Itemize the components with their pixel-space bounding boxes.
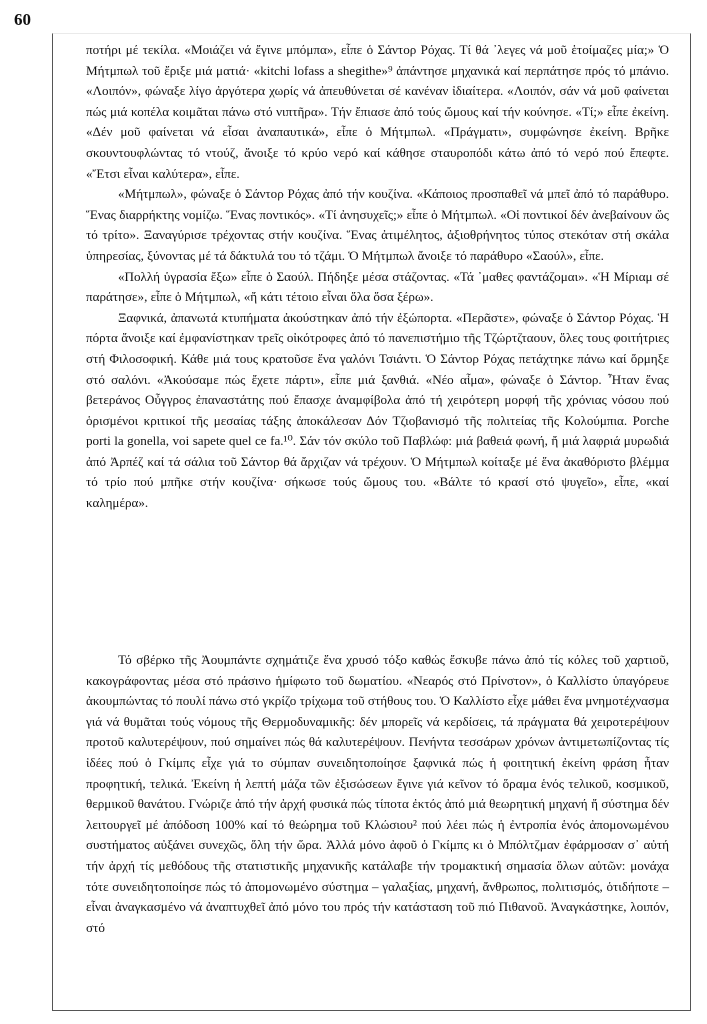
- section-2: [86, 650, 669, 938]
- paragraph: «Μήτμπωλ», φώναξε ὁ Σάντορ Ρόχας ἀπό τήν κουζίνα. «Κάποιος προσπαθεῖ νά μπεῖ ἀπό τό παράθυρο. Ἕνας διαρρήκτης νομίζω. Ἕνας ποντικός». «Τί ἀνησυχεῖς;» εἶπε ὁ Μήτμπωλ. «Οἱ ποντικοί δέν ἀνεβαίνουν ὥς τό τρίτο». Ξαναγύρισε τρέχοντας στήν κουζίνα. Ἕνας ἀτιμέλητος, ἀξιοθρήνητος τύπος στεκόταν στή σκάλα ὑπηρεσίας, ξύνοντας μέ τά δάκτυλά του τό τζάμι. Ὁ Μήτμπωλ ἄνοιξε τό παράθυρο «Σαούλ», εἶπε.: [86, 186, 669, 263]
- paragraph: Τό σβέρκο τῆς Ἀουμπάντε σχημάτιζε ἕνα χρυσό τόξο καθώς ἔσκυβε πάνω ἀπό τίς κόλες τοῦ χαρτιοῦ, κακογράφοντας μέσα στό πράσινο ἡμίφωτο τοῦ δωματίου. «Νεαρός στό Πρίνστον», ὁ Καλλίστο ὑπαγόρευε ἀκουμπώντας τό πουλί πάνω στό γκρίζο τρίχωμα τοῦ στήθους του. Ὁ Καλλίστο εἶχε μάθει ἕνα μνημοτέχνασμα γιά νά θυμᾶται τούς νόμους τῆς Θερμοδυναμικῆς: δέν μπορεῖς νά κερδίσεις, τά πράγματα θά χειροτερέψουν προτοῦ καλυτερέψουν, πού σημαίνει πώς θά καλυτερέψουν. Πενήντα τεσσάρων χρόνων ἀντιμετωπίζοντας τίς ἰδέες πού ὁ Γκίμπς εἶχε γιά το σύμπαν συνειδητοποίησε ξαφνικά πώς ἡ φοιτητική ἐκείνη φράση ἦταν προφητική, τελικά. Ἐκείνη ἡ λεπτή μάζα τῶν ἐξισώσεων ἔγινε γιά κεῖνον τό ὅραμα ἑνός τελικοῦ, κοσμικοῦ, θερμικοῦ θανάτου. Γνώριζε ἀπό τήν ἀρχή φυσικά πώς τίποτα ἐκτός ἀπό μιά θεωρητική μηχανή ἤ σύστημα δέν λειτουργεῖ μέ ἀπόδοση 100% καί τό θεώρημα τοῦ Κλώσιου² πού λέει πώς ἡ ἐντροπία ἑνός ἀπομονωμένου συστήματος αὐξάνει συνεχῶς, ὅλη τήν ὥρα. Ἀλλά μόνο ἀφοῦ ὁ Γκίμπς κι ὁ Μπόλτζμαν ἐφάρμοσαν σ᾽ αὐτή τήν ἀρχή τίς μεθόδους τῆς στατιστικῆς μηχανικῆς κατάλαβε τήν τρομακτική σημασία ὅλων αὐτῶν: μονάχα τότε συνειδητοποίησε πώς τό ἀπομονωμένο σύστημα – γαλαξίας, μηχανή, ἄνθρωπος, πολιτισμός, ὁτιδήποτε – εἶναι ἀναγκασμένο νά ἀναπτυχθεῖ ἀπό μόνο του πρός τήν κατάσταση τοῦ πιό Πιθανοῦ. Ἀναγκάστηκε, λοιπόν, στό: [86, 652, 669, 935]
- page-number: 60: [14, 10, 31, 29]
- section-1: [86, 40, 669, 514]
- paragraph: «Πολλή ὑγρασία ἔξω» εἶπε ὁ Σαούλ. Πήδηξε μέσα στάζοντας. «Τά ᾽μαθες φαντάζομαι». «Ἡ Μίριαμ σέ παράτησε», εἶπε ὁ Μήτμπωλ, «ἤ κάτι τέτοιο εἶναι ὅλα ὅσα ξέρω».: [86, 268, 669, 305]
- paragraph: ποτήρι μέ τεκίλα. «Μοιάζει νά ἔγινε μπόμπα», εἶπε ὁ Σάντορ Ρόχας. Τί θά ᾽λεγες νά μοῦ ἑτοίμαζες μία;» Ὁ Μήτμπωλ τοῦ ἔριξε μιά ματιά· «kitchi lofass a shegithe»⁹ ἀπάντησε μηχανικά καί περπάτησε πρός τό μπάνιο. «Λοιπόν», φώναξε λίγο ἀργότερα χωρίς νά ἀπευθύνεται σέ κανέναν ἰδιαίτερα. «Λοιπόν, σάν νά μοῦ φαίνεται πώς μιά κοπέλα κοιμᾶται πάνω στό νιπτῆρα». Τήν ἔπιασε ἀπό τούς ὤμους καί τήν κούνησε. «Τί;» εἶπε ἐκείνη. «Δέν μοῦ φαίνεται νά εἶσαι ἀναπαυτικά», εἶπε ὁ Μήτμπωλ. «Πράγματι», συμφώνησε ἐκείνη. Βρῆκε σκουντουφλώντας τό ντούζ, ἄνοιξε τό κρύο νερό καί κάθησε σταυροπόδι κάτω ἀπό τό νερό πού ἔπεφτε. «Ἔτσι εἶναι καλύτερα», εἶπε.: [86, 42, 669, 181]
- paragraph: Ξαφνικά, ἀπανωτά κτυπήματα ἀκούστηκαν ἀπό τήν ἐξώπορτα. «Περᾶστε», φώναξε ὁ Σάντορ Ρόχας. Ἡ πόρτα ἄνοιξε καί ἐμφανίστηκαν τρεῖς οἰκότροφες ἀπό τό πανεπιστήμιο τῆς Τζώρτζταουν, ὅλες τους φοιτήτριες στή Φιλοσοφική. Κάθε μιά τους κρατοῦσε ἕνα γαλόνι Τσιάντι. Ὁ Σάντορ Ρόχας πετάχτηκε πάνω καί ὅρμηξε στό σαλόνι. «Ἀκούσαμε πώς ἔχετε πάρτι», εἶπε μιά ξανθιά. «Νέο αἷμα», φώναξε ὁ Σάντορ. Ἦταν ἕνας βετεράνος Οὖγγρος ἐπαναστάτης πού ἔπασχε ἀναμφίβολα ἀπό τή χειρότερη μορφή τῆς χρόνιας νόσου πού ὁρισμένοι κριτικοί τῆς μεσαίας τάξης ἀποκάλεσαν Δόν Τζιοβανισμό τῆς πολιτείας τῆς Κολούμπια. Porche porti la gonella, voi sapete quel ce fa.¹⁰. Σάν τόν σκύλο τοῦ Παβλώφ: μιά βαθειά φωνή, ἤ μιά λαφριά μυρωδιά ἀπό Ἀρπέζ καί τά σάλια τοῦ Σάντορ θά ἄρχιζαν νά τρέχουν. Ὁ Μήτμπωλ κοίταξε μέ ἕνα ἀκαθόριστο βλέμμα τό τρίο πού μπῆκε στήν κουζίνα· σήκωσε τούς ὤμους του. «Βάλτε τό κρασί στό ψυγεῖο», εἶπε, «καί καλημέρα».: [86, 309, 669, 511]
